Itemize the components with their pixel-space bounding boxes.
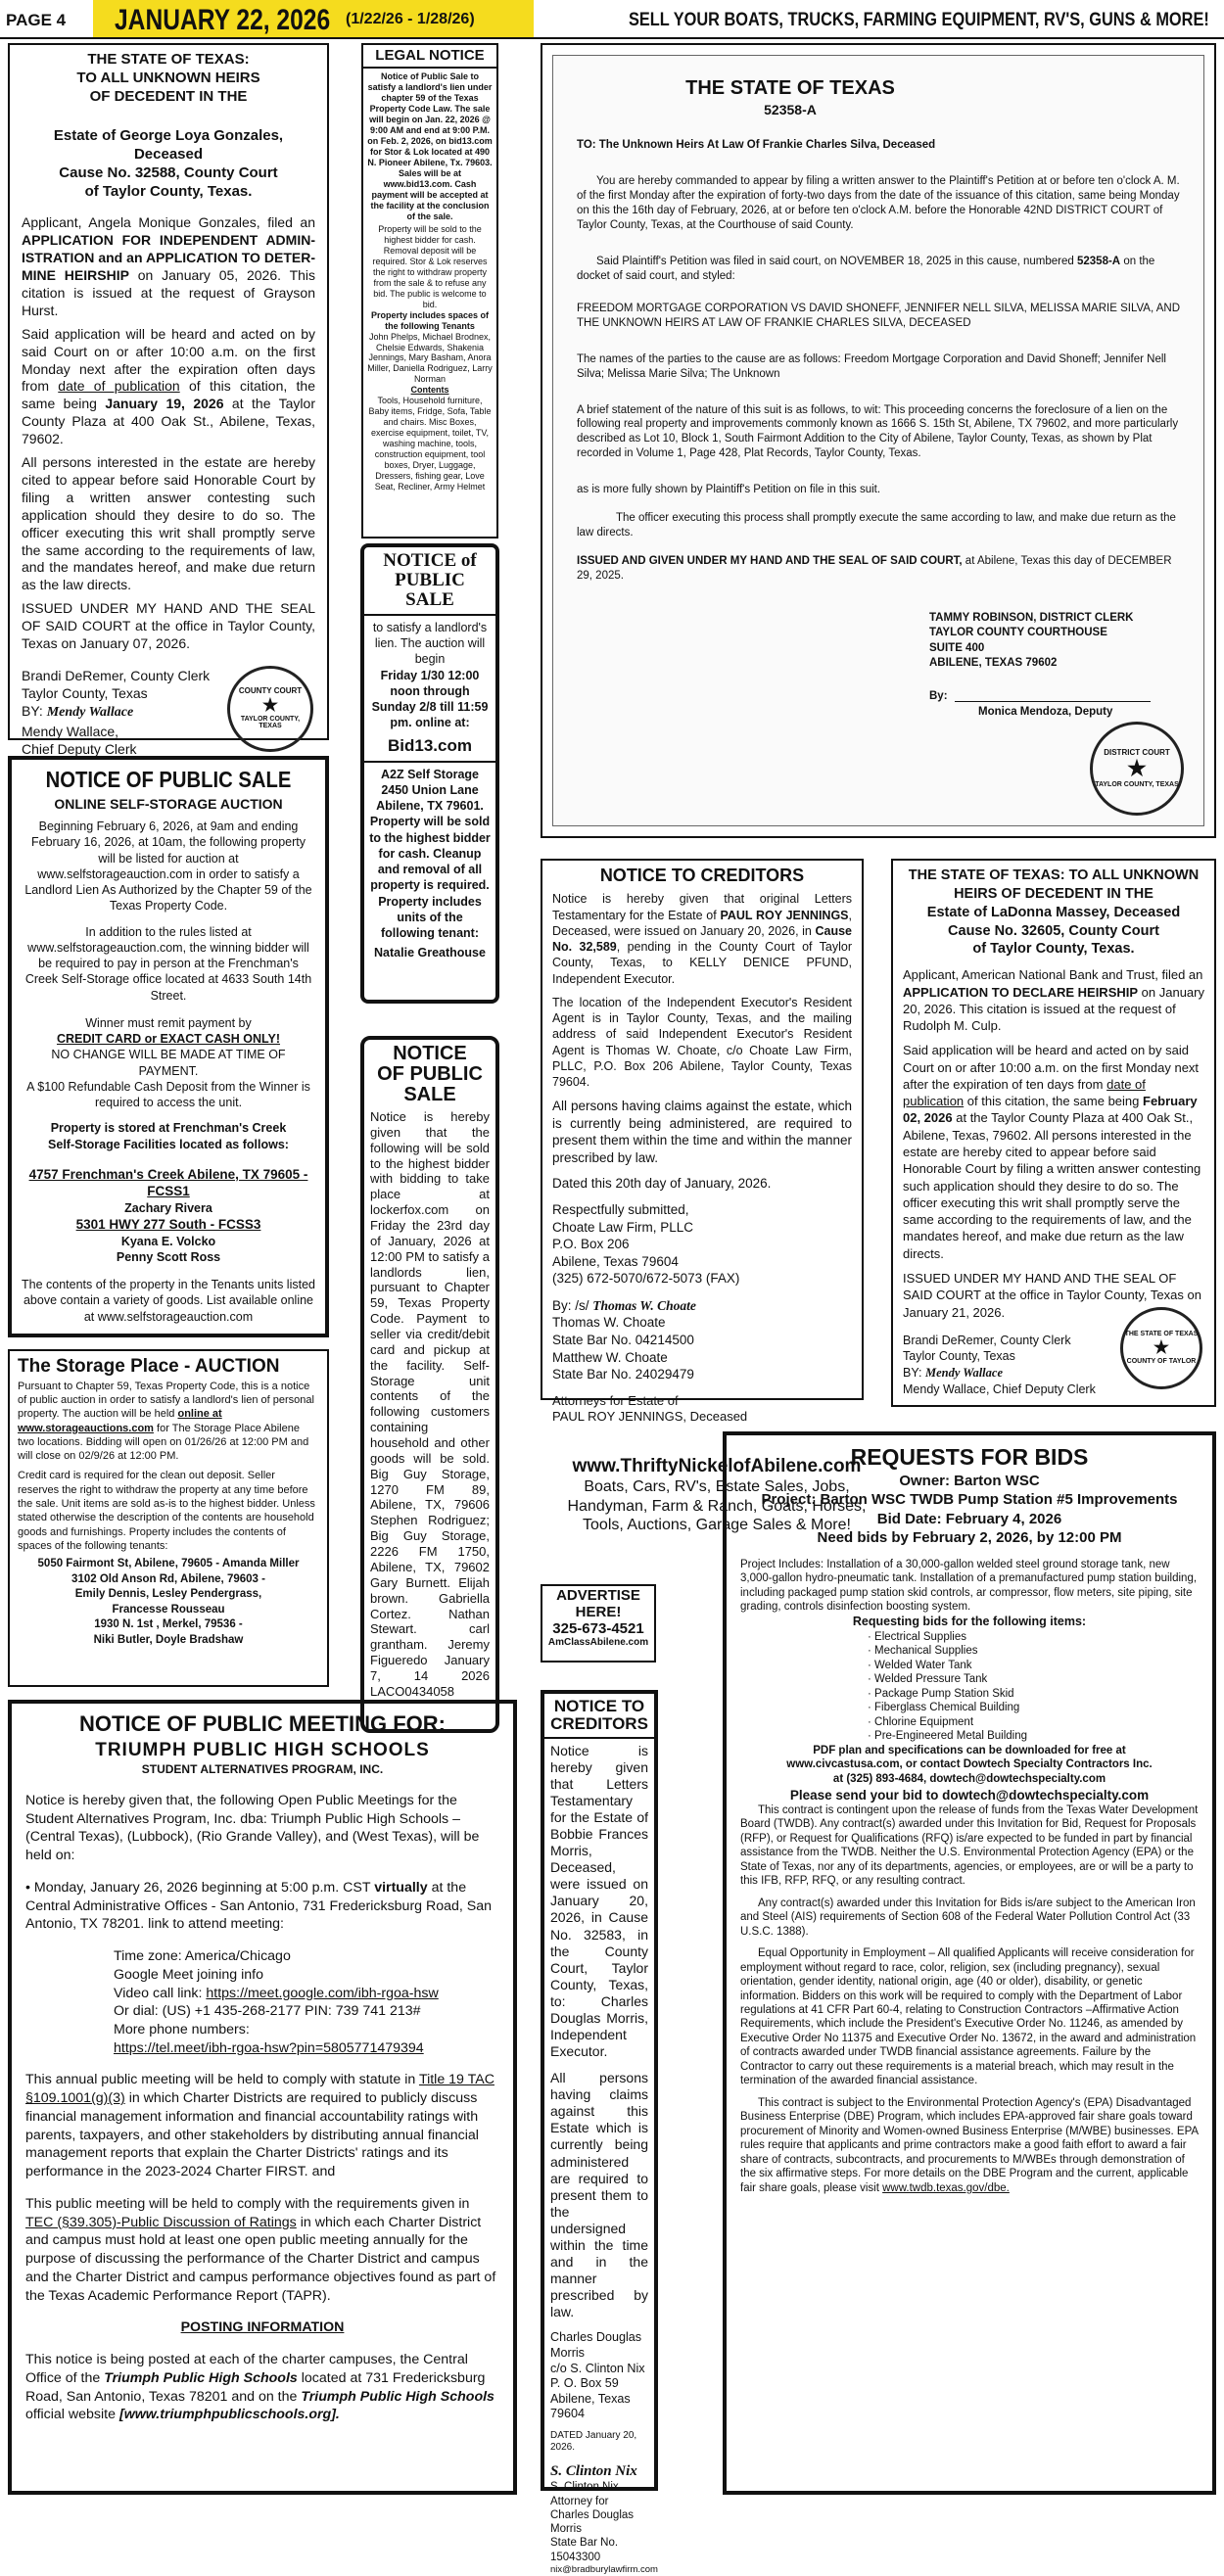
attorney-line: Choate Law Firm, PLLC xyxy=(552,1219,694,1235)
tenant-name: Zachary Rivera xyxy=(124,1200,212,1215)
paragraph: as is more fully shown by Plaintiff's Petition on file in this suit. xyxy=(577,484,881,496)
bid-item: · Pre-Engineered Metal Building xyxy=(868,1730,1028,1743)
school-name: Triumph Public High Schools xyxy=(104,2369,298,2386)
issue-range: (1/22/26 - 1/28/26) xyxy=(346,11,475,27)
meeting-time: • Monday, January 26, 2026 beginning at 5:00 p.m. CST xyxy=(25,1879,371,1896)
clerk-line: SUITE 400 xyxy=(929,641,985,654)
paragraph: on January 20, 2026. This citation is issued at the request of Rudolph M. Culp. xyxy=(903,984,1204,1034)
auction-dates: Friday 1/30 12:00 noon through Sunday 2/8 till 11:59 pm. online at: xyxy=(371,668,489,730)
location-line: Emily Dennis, Lesley Pendergrass, xyxy=(74,1588,262,1601)
notice-title: REQUESTS FOR BIDS xyxy=(850,1444,1089,1470)
ad-line: Tools, Auctions, Garage Sales & More! xyxy=(583,1517,851,1534)
attorney-line: State Bar No. 24029479 xyxy=(552,1367,694,1382)
address-line: Abilene, Texas 79604 xyxy=(550,2391,631,2421)
statute-reference: TEC (§39.305)-Public Discussion of Ratings xyxy=(25,2214,297,2230)
paragraph: , Deceased, were issued on January 20, 2026, in xyxy=(552,908,852,938)
paragraph: at the Taylor County Plaza at 400 Oak St., Abilene, Texas, 79602. All persons interested in the estate are hereby cited to appear before said Honorable Court by filing a written answer contesting such application should they desire to do so. The officer executing this writ shall promptly serve the same according to the requirements of law, and the mandates hereof, and make due return as the law directs. xyxy=(903,1110,1201,1261)
paragraph: of this citation, the same being xyxy=(966,1094,1140,1109)
bid-item: · Welded Pressure Tank xyxy=(868,1673,988,1686)
signature-rule xyxy=(955,701,1151,702)
paragraph: The officer executing this process shall promptly execute the same according to law, and make due return as the law directs. xyxy=(577,512,1176,539)
paragraph: official website xyxy=(25,2407,117,2423)
tenant-name: Natalie Greathouse xyxy=(374,946,486,960)
decedent-name: PAUL ROY JENNINGS xyxy=(720,908,849,922)
hearing-date: January 19, 2026 xyxy=(105,396,224,412)
meeting-info: More phone numbers: xyxy=(114,2022,250,2038)
bid-owner: Owner: Barton WSC xyxy=(899,1472,1040,1489)
attorney-line: PAUL ROY JENNINGS, Deceased xyxy=(552,1409,748,1425)
paragraph: You are hereby commanded to appear by filing a written answer to the Plaintiff's Petition at or before ten o'clock A. M. of the first Monday after the expiration of forty-two days from the date of the issuance of this citation, same being Monday on this the 16th day of February, 2026, at or before ten o'clock A.M. before the Honorable 42ND DISTRICT COURT of Taylor County, Texas, at the Courthouse of said County. xyxy=(577,175,1180,231)
pdf-info: www.civcastusa.com, or contact Dowtech Specialty Contractors Inc. xyxy=(786,1758,1153,1771)
paragraph: All persons interested in the estate are hereby cited to appear before said Honorable Court by filing a written answer contesting such application should they desire to do so. The officer executing this writ shall promptly serve the same according to the requirements of law, and the mandates hereof, and make due return as the law directs. xyxy=(22,454,315,593)
advertise-here-ad xyxy=(541,1584,656,1663)
bid-date: Bid Date: February 4, 2026 xyxy=(876,1510,1062,1527)
paragraph: Notice is hereby given that the following will be sold to the highest bidder with bidding to take place at lockerfox.com on Friday the 23rd day of January, 2026 at 12:00 PM to satisfy a landlords lien, pursuant to Chapter 59, Texas Property Code. Payment to seller via credit/debit card and pickup at the facility. Self-Storage unit contents of the following customers containing household and other goods will be sold. Big Guy Storage, 1270 FM 89, Abilene, TX, 79606 Stephen Rodriguez; Big Guy Storage, 2226 FM 1750, Abilene, TX, 79602 Gary Burnett. Elijah brown. Gabriella Cortez. Nathan Stewart. carl grantham. Jeremy Figueredo January 7, 14 2026 LACO0434058 xyxy=(370,1109,490,1699)
page-number: PAGE 4 xyxy=(6,11,67,29)
ad-url[interactable]: www.ThriftyNickelofAbilene.com xyxy=(572,1456,862,1476)
signature: S. Clinton Nix xyxy=(550,2462,637,2479)
paragraph: of this citation, the same being xyxy=(22,378,315,412)
attorney-line: Attorney for xyxy=(550,2495,609,2507)
paragraph: Dated this 20th day of January, 2026. xyxy=(552,1175,772,1191)
paragraph: This notice is being posted at each of the charter campuses, the Central Office of the xyxy=(25,2352,468,2386)
payment-note: NO CHANGE WILL BE MADE AT TIME OF PAYMENT. xyxy=(51,1048,286,1078)
paragraph: at Abilene, Texas this day of DECEMBER 29, 2025. xyxy=(577,555,1172,582)
signature-line: Brandi DeRemer, County Clerk xyxy=(903,1333,1071,1347)
application-type: APPLICATION FOR INDEPENDENT ADMIN-ISTRATION and an APPLICATION TO DETER-MINE HEIRSHIP xyxy=(22,232,315,283)
contents-heading: Contents xyxy=(410,385,449,396)
morris-creditors-notice xyxy=(541,1690,658,2575)
seal-text: COUNTY COURT xyxy=(238,686,303,696)
meeting-info: Google Meet joining info xyxy=(114,1966,264,1983)
attorney-line: Thomas W. Choate xyxy=(552,1315,666,1331)
dbe-link[interactable]: www.twdb.texas.gov/dbe. xyxy=(882,2181,1010,2194)
meeting-info: Video call link: xyxy=(114,1985,203,2001)
district-court-seal: DISTRICT COURT ★ TAYLOR COUNTY, TEXAS xyxy=(1090,722,1184,816)
attorney-line: State Bar No. 15043300 xyxy=(550,2537,619,2563)
estate-name: Estate of LaDonna Massey, Deceased xyxy=(926,904,1181,920)
paragraph: Notice is hereby given that original Letters Testamentary for the Estate of xyxy=(552,892,852,922)
paragraph: on January 05, 2026. This citation is issued at the request of Grayson Hurst. xyxy=(22,266,316,318)
citation-title: THE STATE OF TEXAS xyxy=(685,77,895,99)
clerk-line: ABILENE, TEXAS 79602 xyxy=(929,657,1058,670)
tenant-name: Penny Scott Ross xyxy=(116,1249,221,1264)
notice-heading: THE STATE OF TEXAS: TO ALL UNKNOWN xyxy=(908,867,1200,883)
notice-heading: THE STATE OF TEXAS: xyxy=(87,51,250,68)
storage-location-note: Property is stored at Frenchman's Creek xyxy=(50,1121,287,1136)
paragraph: date of publication xyxy=(903,1076,1146,1109)
video-call-link[interactable]: https://meet.google.com/ibh-rgoa-hsw xyxy=(206,1985,439,2001)
location-line: Niki Butler, Doyle Bradshaw xyxy=(93,1633,244,1646)
seal-text: COUNTY OF TAYLOR xyxy=(1126,1357,1197,1365)
signature-line: Brandi DeRemer, County Clerk xyxy=(22,668,211,683)
gonzales-heirship-notice xyxy=(8,43,329,757)
payment-method: CREDIT CARD or EXACT CASH ONLY! xyxy=(56,1032,281,1047)
location-line: 1930 N. 1st , Merkel, 79536 - xyxy=(94,1618,243,1631)
paragraph: Pursuant to Chapter 59, Texas Property Code, this is a notice of public auction in order to satisfy a landlord's lien of personal property. The auction will be held online at www.storageauctions.com for The Storage Place Abilene two locations. Bidding will open on 01/26/26 at 12:00 PM and will close on 02/9/26 at 12:00 PM. xyxy=(18,1380,314,1463)
address-line: Charles Douglas Morris xyxy=(550,2330,642,2360)
date-banner xyxy=(93,0,534,37)
notice-title: OF PUBLIC xyxy=(377,1063,483,1085)
paragraph: All persons having claims against the estate, which is currently being administered, are required to present them within the time and within the manner prescribed by law. xyxy=(552,1099,852,1166)
county-seal: THE STATE OF TEXAS ★ COUNTY OF TAYLOR xyxy=(1120,1307,1202,1389)
hearing-date: February 02, 2026 xyxy=(903,1094,1198,1126)
paragraph: Notice is hereby given that, the following Open Public Meetings for the Student Alternatives Program, Inc. dba: Triumph Public High Schools – (Central Texas), (Lubbock), (Rio Grande Valley), and (West Texas), will be held on: xyxy=(25,1792,480,1864)
court-name: of Taylor County, Texas. xyxy=(972,941,1135,958)
paragraph: Equal Opportunity in Employment – All qualified Applicants will receive consideration for employment without regard to race, color, religion, sex (including pregnancy), sexual orientation, gender identity, national origin, age (40 or older), disability, or genetic information. Bidders on this work will be required to comply with the Department of Labor regulations at 41 CFR Part 60-4, relating to Construction Contractors –Affirmative Action Requirements, which include the President's Executive Order No. 11246, as amended by Executive Order No 11375 and Executive Order No. 13672, in the award and administration of contracts awarded under TWDB financial assistance agreements. Failure by the Contractor to carry out these requirements is a material breach, which may result in the termination of the awarded financial assistance. xyxy=(740,1947,1197,2087)
bid-item: · Fiberglass Chemical Building xyxy=(868,1702,1020,1714)
bid-item: · Package Pump Station Skid xyxy=(868,1687,1014,1700)
location-line: 5050 Fairmont St, Abilene, 79605 - Amanda Miller xyxy=(37,1558,300,1570)
paragraph: A brief statement of the nature of this suit is as follows, to wit: This proceeding concerns the foreclosure of a lien on the following real property and improvements commonly known as 1666 S. 15th St, Abilene, TX 79602, and more particularly described as Lot 10, Block 1, South Fairmont Addition to the City of Abilene, Taylor County, Texas, as shown by Plat recorded in Volume 1, Page 428, Plat Records, Taylor County, Texas. xyxy=(577,403,1179,460)
bid-item: · Mechanical Supplies xyxy=(868,1645,978,1658)
paragraph: The contents of the property in the Tenants units listed above contain a variety of goods. List available online at www.selfstorageauction.com xyxy=(22,1278,315,1324)
attorney-line: State Bar No. 04214500 xyxy=(552,1332,694,1347)
lockerfox-public-sale-notice xyxy=(360,1036,499,1733)
storage-place-auction-notice xyxy=(8,1349,329,1687)
bid-item: · Electrical Supplies xyxy=(868,1630,966,1643)
legal-notice-title: LEGAL NOTICE xyxy=(363,47,496,69)
signature-line: Mendy Wallace, Chief Deputy Clerk xyxy=(903,1382,1096,1396)
notice-title: NOTICE OF PUBLIC SALE xyxy=(45,767,292,792)
school-name: TRIUMPH PUBLIC HIGH SCHOOLS xyxy=(95,1740,430,1761)
issue-date: JANUARY 22, 2026 xyxy=(115,4,331,36)
paragraph: Applicant, Angela Monique Gonzales, filed an xyxy=(22,214,315,231)
phone-numbers-link[interactable]: https://tel.meet/ibh-rgoa-hsw?pin=5805771479394 xyxy=(114,2039,424,2056)
requests-for-bids-notice xyxy=(723,1431,1216,2495)
cause-number: Cause No. 32605, County Court xyxy=(948,922,1159,939)
paragraph: in which each Charter District and campus must hold at least one open public meeting annually for the purpose of discussing the performance of the Charter District and campus and the Charter District and campus performance objectives found as part of the Texas Academic Performance Report (TAPR). xyxy=(25,2214,496,2304)
seal-text: DISTRICT COURT xyxy=(1104,747,1170,757)
program-name: STUDENT ALTERNATIVES PROGRAM, INC. xyxy=(141,1762,384,1777)
tenant-list: John Phelps, Michael Brodnex, Chelsie Edwards, Shakenia Jennings, Mary Basham, Anora Miller, Daniella Rodriguez, Larry Norman xyxy=(367,331,493,385)
bid-item: · Welded Water Tank xyxy=(868,1659,972,1671)
attorney-line: Attorneys for Estate of xyxy=(552,1392,679,1408)
notice-heading: HEIRS OF DECEDENT IN THE xyxy=(954,885,1153,902)
attorney-line: P.O. Box 206 xyxy=(552,1237,630,1252)
citation-number: 52358-A xyxy=(764,102,817,117)
paragraph: This public meeting will be held to comply with the requirements given in xyxy=(25,2195,470,2212)
pdf-info: PDF plan and specifications can be downloaded for free at xyxy=(813,1744,1126,1756)
bid-deadline: Need bids by February 2, 2026, by 12:00 PM xyxy=(817,1529,1122,1547)
paragraph: Credit card is required for the clean out deposit. Seller reserves the right to withdraw the property at any time before the sale. Unit items are sold as-is to the highest bidder. Unless stated otherwise the description of the contents are household goods and furnishings. Property includes the contents of spaces of the following tenants: xyxy=(18,1470,315,1552)
paragraph: In addition to the rules listed at www.selfstorageauction.com, the winning bidder will be required to pay in person at the Frenchman's Creek Self-Storage office located at 4633 South 14th Street. xyxy=(24,924,312,1003)
facility-address: 5301 HWY 277 South - FCSS3 xyxy=(75,1217,261,1233)
paragraph: Property includes spaces of the following Tenants xyxy=(370,309,490,331)
meeting-mode: virtually xyxy=(374,1879,428,1896)
seal-text: TAYLOR COUNTY, TEXAS xyxy=(240,715,301,730)
court-name: of Taylor County, Texas. xyxy=(84,182,253,200)
statute-reference: Title 19 TAC §109.1001(g)(3) xyxy=(25,2072,494,2107)
jennings-creditors-notice xyxy=(541,859,864,1425)
by-label: By: /s/ xyxy=(552,1297,589,1313)
case-style: FREEDOM MORTGAGE CORPORATION VS DAVID SHONEFF, JENNIFER NELL SILVA, MELISSA MARIE SILVA, AND THE UNKNOWN HEIRS AT LAW OF FRANKIE CHARLES SILVA, DECEASED xyxy=(577,302,1181,329)
notice-heading: TO ALL UNKNOWN HEIRS xyxy=(76,69,260,86)
notice-subtitle: ONLINE SELF-STORAGE AUCTION xyxy=(54,795,283,812)
attorney-line: S. Clinton Nix xyxy=(550,2481,619,2494)
payment-note: A $100 Refundable Cash Deposit from the Winner is required to access the unit. xyxy=(26,1079,310,1110)
ad-site: AmClassAbilene.com xyxy=(547,1637,649,1649)
deputy-name: Monica Mendoza, Deputy xyxy=(978,706,1113,718)
header-slogan: SELL YOUR BOATS, TRUCKS, FARMING EQUIPMENT, RV'S, GUNS & MORE! xyxy=(629,10,1209,30)
signature: Mendy Wallace xyxy=(924,1366,1003,1381)
page-header xyxy=(0,0,1224,39)
ad-headline: HERE! xyxy=(575,1603,622,1620)
bid-item: · Chlorine Equipment xyxy=(868,1715,974,1728)
meeting-info: Time zone: America/Chicago xyxy=(114,1948,291,1965)
signature: Thomas W. Choate xyxy=(592,1297,696,1313)
citation-document xyxy=(552,55,1204,826)
attorney-line: Abilene, Texas 79604 xyxy=(552,1253,679,1269)
notice-title: NOTICE OF PUBLIC MEETING FOR: xyxy=(79,1711,446,1736)
bid-project: Project: Barton WSC TWDB Pump Station #5 Improvements xyxy=(761,1491,1178,1509)
attorney-line: Matthew W. Choate xyxy=(552,1349,668,1365)
address-line: P. O. Box 59 xyxy=(550,2376,619,2391)
estate-name: Estate of George Loya Gonzales, Deceased xyxy=(53,127,284,163)
paragraph: All persons having claims against this Estate which is currently being administered are required to present them to the undersigned within the time and in the manner prescribed by law. xyxy=(550,2070,648,2320)
attorney-line: (325) 672-5070/672-5073 (FAX) xyxy=(552,1271,740,1287)
posting-heading: POSTING INFORMATION xyxy=(180,2319,345,2336)
paragraph: at the Taylor County Plaza at 400 Oak St., Abilene, Texas, 79602. xyxy=(22,396,315,447)
paragraph: Notice of Public Sale to satisfy a landlord's lien under chapter 59 of the Texas Property Code Law. The sale will begin on Jan. 22, 2026 @ 9:00 AM and end at 9:00 P.M. on Feb. 2, 2026, on bid13.com for Stor & Lok located at 490 N. Pioneer Abilene, Tx. 79603. Sales will be at www.bid13.com. Cash payment will be accepted at the facility at the conclusion of the sale. xyxy=(367,71,493,221)
signature: Mendy Wallace xyxy=(46,705,134,721)
paragraph: in which Charter Districts are required to publicly discuss financial management information and financial accountability ratings with parents, taxpayers, and other stakeholders by distributing annual financial management reports that explain the Charter Districts' ratings and its performance in the 2023-2024 Charter FIRST. and xyxy=(25,2090,479,2180)
submission-email: Please send your bid to dowtech@dowtechspecialty.com xyxy=(789,1787,1150,1803)
paragraph: Beginning February 6, 2026, at 9am and ending February 16, 2026, at 10am, the following property will be listed for auction at www.selfstorageauction.com in order to satisfy a Landlord Lien As Authorized by the Chapter 59 of the Texas Property Code. xyxy=(24,820,312,913)
paragraph: Notice is hereby given that Letters Testamentary for the Estate of Bobbie Frances Morris, Deceased, were issued on January 20, 2026, in Cause No. 32583, in the County Court, Taylor County, Texas, to: Charles Douglas Morris, Independent Executor. xyxy=(550,1742,648,2060)
signature-line: BY: xyxy=(22,703,43,720)
application-type: APPLICATION TO DECLARE HEIRSHIP xyxy=(903,984,1139,1000)
by-label: By: xyxy=(929,690,948,702)
notice-heading: OF DECEDENT IN THE xyxy=(89,87,248,105)
auction-site: Bid13.com xyxy=(388,735,472,755)
a2z-public-sale-notice xyxy=(360,543,499,1004)
county-court-seal: COUNTY COURT ★ TAYLOR COUNTY, TEXAS xyxy=(227,666,313,752)
location-line: 3102 Old Anson Rd, Abilene, 79603 - xyxy=(71,1572,265,1585)
facility-city: Abilene, TX 79601. xyxy=(376,799,484,814)
ad-line: Handyman, Farm & Ranch, Goats, Horses, xyxy=(567,1497,867,1515)
paragraph: Applicant, American National Bank and Trust, filed an xyxy=(903,967,1203,983)
paragraph: This annual public meeting will be held to comply with statute in xyxy=(25,2072,416,2088)
bid-items-list xyxy=(868,1630,1199,1744)
clerk-line: TAYLOR COUNTY COURTHOUSE xyxy=(929,627,1107,639)
paragraph: Property will be sold to the highest bidder for cash. Cleanup and removal of all property is required. Property includes units of the following tenant: xyxy=(369,815,491,941)
paragraph: ISSUED UNDER MY HAND AND THE SEAL OF SAID COURT at the office in Taylor County, Texas on January 07, 2026. xyxy=(22,600,315,652)
paragraph: The names of the parties to the cause are as follows: Freedom Mortgage Corporation and David Shoneff; Jennifer Nell Silva; Melissa Marie Silva; The Unknown xyxy=(577,352,1166,380)
cause-number: Cause No. 32588, County Court xyxy=(59,164,278,181)
signature-line: BY: xyxy=(903,1366,922,1381)
clerk-line: TAMMY ROBINSON, DISTRICT CLERK xyxy=(929,611,1134,624)
issuance-statement: ISSUED AND GIVEN UNDER MY HAND AND THE SEAL OF SAID COURT, xyxy=(577,555,963,568)
notice-title: CREDITORS xyxy=(550,1713,648,1733)
paragraph: date of publication xyxy=(58,378,180,395)
signature-line: Taylor County, Texas xyxy=(903,1349,1015,1364)
website-link[interactable]: [www.triumphpublicschools.org]. xyxy=(118,2407,340,2423)
notice-title: SALE xyxy=(403,1084,456,1105)
facility-name: A2Z Self Storage xyxy=(380,767,480,781)
paragraph: The location of the Independent Executor's Resident Agent is in Taylor County, Texas, and the mailing address of said Independent Executor's Resident Agent is Thomas W. Choate, c/o Choate Law Firm, PLLC, P.O. Box 206 Abilene, Taylor County, Texas 79604. xyxy=(552,995,852,1090)
frenchmans-creek-sale-notice xyxy=(8,756,329,1337)
attorney-line: Respectfully submitted, xyxy=(552,1202,689,1218)
address-line: c/o S. Clinton Nix xyxy=(550,2361,645,2375)
silva-citation-notice xyxy=(541,43,1216,838)
massey-heirship-notice xyxy=(891,859,1216,1407)
ad-headline: ADVERTISE xyxy=(556,1587,640,1604)
school-name: Triumph Public High Schools xyxy=(301,2388,494,2405)
notice-title: NOTICE TO xyxy=(553,1697,645,1715)
signature-line: Chief Deputy Clerk xyxy=(22,740,137,757)
cause-number: Cause No. 32,589 xyxy=(552,923,852,955)
cause-number: 52358-A xyxy=(1077,255,1121,267)
seal-text: TAYLOR COUNTY, TEXAS xyxy=(1095,780,1179,788)
attorney-email: nix@bradburylawfirm.com xyxy=(550,2563,658,2575)
tenant-name: Kyana E. Volcko xyxy=(120,1234,216,1248)
paragraph: This contract is subject to the Environmental Protection Agency's (EPA) Disadvantaged Business Enterprise (DBE) Program, which includes EPA-approved fair share goals toward procurement of Minority and Women-owned Business Enterprise (M/WBE) businesses. EPA rules require that applicants and prime contractors make a good faith effort to award a fair share of contracts, subcontracts, and procurements to M/WBEs through demonstration of the six affirmative steps. For more details on the DBE Program and the current, applicable fair share goals, please visit xyxy=(740,2096,1199,2194)
paragraph: located at 731 Fredericksburg Road, San Antonio, Texas 78201 and on the xyxy=(25,2369,486,2405)
paragraph: Said application will be heard and acted on by said Court on or after 10:00 a.m. on the first Monday next after the expiration often days from xyxy=(22,325,315,395)
pdf-info: at (325) 893-4684, dowtech@dowtechspecialty.com xyxy=(832,1772,1106,1785)
contents-list: Tools, Household furniture, Baby items, Fridge, Sofa, Table and chairs. Misc Boxes, exercise equipment, toilet, TV, washing machine, tools, construction equipment, tool boxes, Dryer, Luggage, Dressers, fishing gear, Love Seat, Recliner, Army Helmet xyxy=(368,396,492,492)
a2z-title: NOTICE of xyxy=(383,550,477,571)
ad-line: Boats, Cars, RV's, Estate Sales, Jobs, xyxy=(584,1478,850,1496)
seal-text: THE STATE OF TEXAS xyxy=(1124,1331,1199,1338)
paragraph: , pending in the County Court of Taylor County, Texas, to KELLY DENICE PFUND, Independent Executor. xyxy=(552,940,853,986)
notice-title: The Storage Place - AUCTION xyxy=(18,1356,280,1377)
paragraph: at the Central Administrative Offices - San Antonio, 731 Fredericksburg Road, San Antonio, TX 78201. link to attend meeting: xyxy=(25,1879,493,1933)
citation-recipient: TO: The Unknown Heirs At Law Of Frankie Charles Silva, Deceased xyxy=(577,139,936,152)
paragraph: ISSUED UNDER MY HAND AND THE SEAL OF SAID COURT at the office in Taylor County, Texas on January 21, 2026. xyxy=(903,1271,1201,1320)
ad-phone: 325-673-4521 xyxy=(552,1619,644,1637)
payment-note: Winner must remit payment by xyxy=(85,1015,252,1030)
dated-line: DATED January 20, 2026. xyxy=(550,2430,637,2454)
location-line: Francesse Rousseau xyxy=(112,1603,225,1616)
storage-location-note: Self-Storage Facilities located as follows: xyxy=(48,1137,289,1151)
paragraph: Said Plaintiff's Petition was filed in said court, on NOVEMBER 18, 2025 in this cause, numbered xyxy=(596,255,1074,267)
paragraph: This contract is contingent upon the release of funds from the Texas Water Development Board (TWDB). Any contract(s) awarded under this Invitation for Bid, Request for Proposals (RFP), or Request for Qualifications (RFQ) is/are expected to be funded in part by financial assistance from the TWDB. Neither the U.S. Environmental Protection Agency (EPA) or the State of Texas, nor any of its departments, agencies, or employees, are or will be a party to this IFB, RFP, RFQ, or any resulting contract. xyxy=(740,1803,1199,1888)
triumph-public-meeting-notice xyxy=(8,1700,517,2495)
items-heading: Requesting bids for the following items: xyxy=(852,1614,1087,1628)
facility-address: 2450 Union Lane xyxy=(381,782,479,797)
dial-in-info: Or dial: (US) +1 435-268-2177 PIN: 739 741 213# xyxy=(114,2003,421,2020)
a2z-title: PUBLIC SALE xyxy=(395,569,465,610)
paragraph: Any contract(s) awarded under this Invitation for Bids is/are subject to the American Iron and Steel (AIS) requirements of Section 608 of the Federal Water Pollution Control Act (33 U.S.C. 1388). xyxy=(740,1897,1196,1938)
attorney-line: Charles Douglas Morris xyxy=(550,2508,635,2536)
notice-title: NOTICE TO CREDITORS xyxy=(599,866,805,885)
notice-title: NOTICE xyxy=(393,1043,467,1064)
paragraph: Property will be sold to the highest bidder for cash. Removal deposit will be required. Stor & Lok reserves the right to withdraw property from the sale & to refuse any bid. The public is welcome to bid. xyxy=(372,223,488,309)
signature-line: Taylor County, Texas xyxy=(22,685,148,702)
paragraph: on the docket of said court, and styled: xyxy=(577,255,1155,282)
paragraph: Said application will be heard and acted on by said Court on or after 10:00 a.m. on the first Monday next after the expiration of ten days from xyxy=(903,1043,1200,1092)
paragraph: to satisfy a landlord's lien. The auction will begin xyxy=(372,620,488,667)
paragraph: Project Includes: Installation of a 30,000-gallon welded steel ground storage tank, new 3,000-gallon hydro-pneumatic tank. Installation of a premanufactured pump station building, including packaged pump station skid controls, ar compressor, flow meters, site piping, site grading, controls disinfection boosting system. xyxy=(740,1558,1198,1614)
facility-address: 4757 Frenchman's Creek Abilene, TX 79605 - FCSS1 xyxy=(28,1166,308,1199)
signature-line: Mendy Wallace, xyxy=(22,723,119,739)
